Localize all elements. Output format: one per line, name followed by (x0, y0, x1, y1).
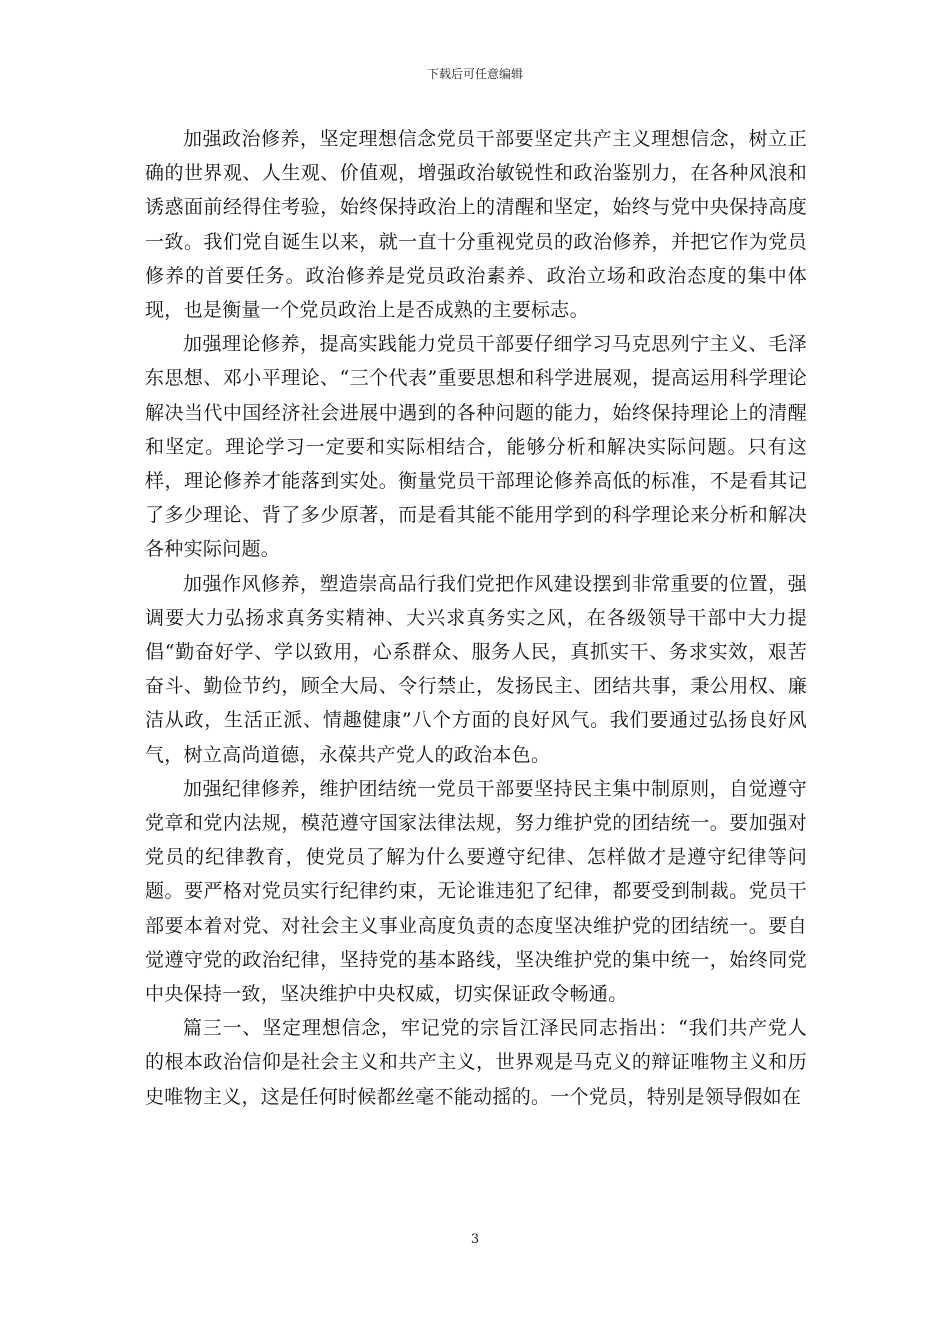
paragraph-discipline-cultivation: 加强纪律修养，维护团结统一党员干部要坚持民主集中制原则，自觉遵守党章和党内法规，模范遵守国家法律法规，努力维护党的团结统一。要加强对党员的纪律教育，使党员了解为什么要遵守纪律、怎样做才是遵守纪律等问题。要严格对党员实行纪律约束，无论谁违犯了纪律，都要受到制裁。党员干部要本着对党、对社会主义事业高度负责的态度坚决维护党的团结统一。要自觉遵守党的政治纪律，坚持党的基本路线，坚决维护党的集中统一，始终同党中央保持一致，坚决维护中央权威，切实保证政令畅通。 (145, 777, 807, 1006)
paragraph-theoretical-cultivation: 加强理论修养，提高实践能力党员干部要仔细学习马克思列宁主义、毛泽东思想、邓小平理论、“三个代表”重要思想和科学进展观，提高运用科学理论解决当代中国经济社会进展中遇到的各种问题的能力，始终保持理论上的清醒和坚定。理论学习一定要和实际相结合，能够分析和解决实际问题。只有这样，理论修养才能落到实处。衡量党员干部理论修养高低的标准，不是看其记了多少理论、背了多少原著，而是看其能不能用学到的科学理论来分析和解决各种实际问题。 (145, 333, 807, 561)
body-text (145, 122, 807, 1114)
page-number: 3 (470, 1232, 480, 1247)
paragraph-political-cultivation: 加强政治修养，坚定理想信念党员干部要坚定共产主义理想信念，树立正确的世界观、人生观、价值观，增强政治敏锐性和政治鉴别力，在各种风浪和诱惑面前经得住考验，始终保持政治上的清醒和坚定，始终与党中央保持高度一致。我们党自诞生以来，就一直十分重视党员的政治修养，并把它作为党员修养的首要任务。政治修养是党员政治素养、政治立场和政治态度的集中体现，也是衡量一个党员政治上是否成熟的主要标志。 (145, 128, 807, 322)
page-header: 下载后可任意编辑 (426, 67, 523, 81)
paragraph-style-cultivation: 加强作风修养，塑造崇高品行我们党把作风建设摆到非常重要的位置，强调要大力弘扬求真务实精神、大兴求真务实之风，在各级领导干部中大力提倡“勤奋好学、学以致用，心系群众、服务人民，真抓实干、务求实效，艰苦奋斗、勤俭节约，顾全大局、令行禁止，发扬民主、团结共事，秉公用权、廉洁从政，生活正派、情趣健康”八个方面的良好风气。我们要通过弘扬良好风气，树立高尚道德，永葆共产党人的政治本色。 (145, 572, 807, 766)
paragraph-part-three: 篇三一、坚定理想信念，牢记党的宗旨江泽民同志指出：“我们共产党人的根本政治信仰是社会主义和共产主义，世界观是马克义的辩证唯物主义和历史唯物主义，这是任何时候都丝毫不能动摇的。一个党员，特别是领导假如在 (145, 1017, 807, 1108)
